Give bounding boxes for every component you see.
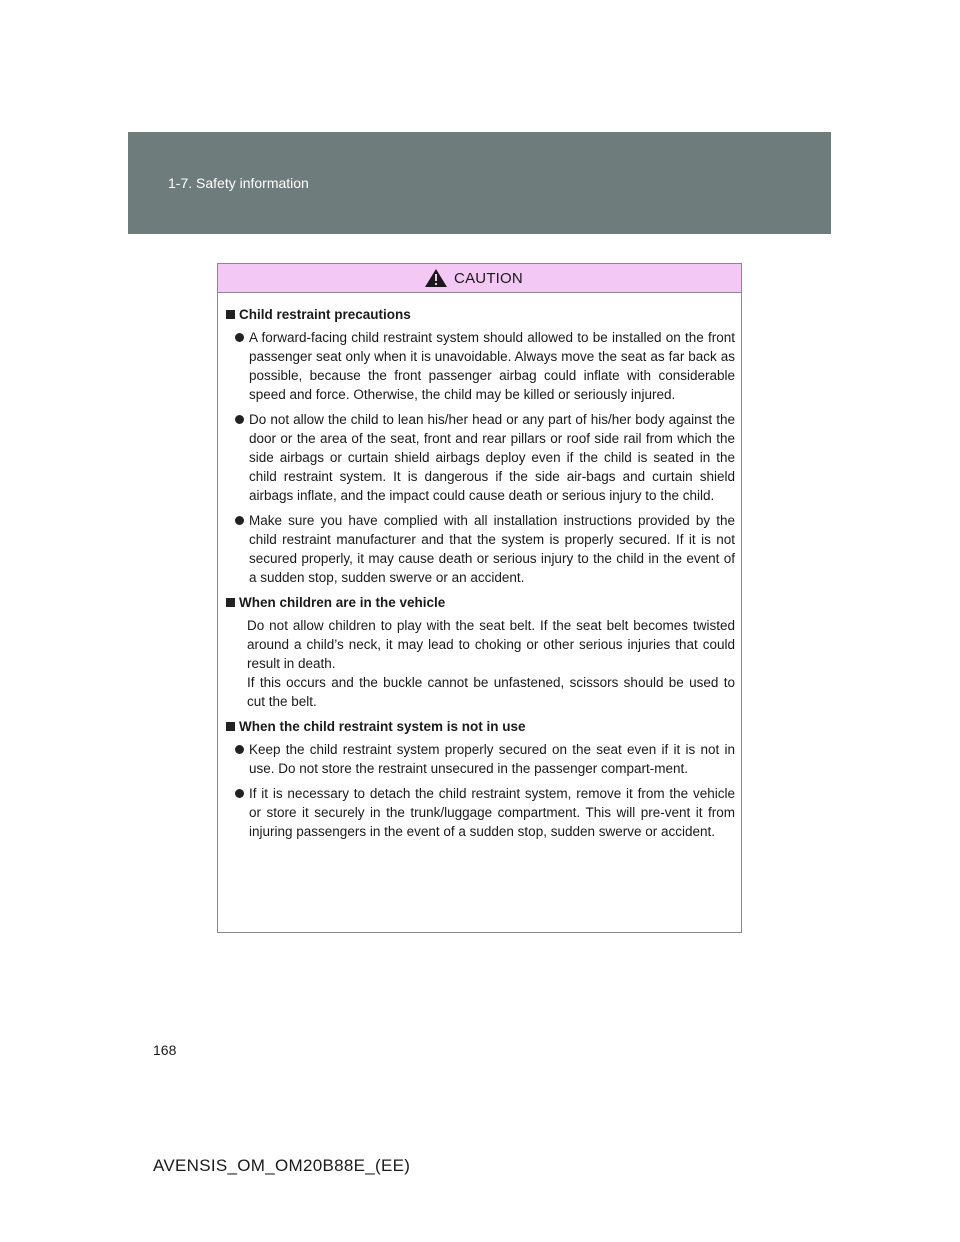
circle-bullet-icon xyxy=(235,789,244,798)
circle-bullet-icon xyxy=(235,333,244,342)
caution-title: CAUTION xyxy=(454,269,523,287)
section-title-text: When the child restraint system is not in use xyxy=(239,719,526,734)
caution-box xyxy=(217,263,742,933)
circle-bullet-icon xyxy=(235,745,244,754)
list-item-text: If it is necessary to detach the child restraint system, remove it from the vehicle or store it securely in the trunk/luggage compartment. This will pre-vent it from injuring passengers in the event of a sudden stop, sudden swerve or accident. xyxy=(249,786,735,839)
paragraph: If this occurs and the buckle cannot be unfastened, scissors should be used to cut the belt. xyxy=(247,675,735,709)
section-heading xyxy=(226,593,735,612)
list-item-text: Keep the child restraint system properly secured on the seat even if it is not in use. Do not store the restraint unsecured in the passenger compart-ment. xyxy=(249,742,735,776)
list-item xyxy=(235,410,735,505)
section-child-restraint-precautions xyxy=(226,305,735,587)
list-item-text: A forward-facing child restraint system should allowed to be installed on the front passenger seat only when it is unavoidable. Always move the seat as far back as possible, because the front passenger airbag could inflate with considerable speed and force. Otherwise, the child may be killed or seriously injured. xyxy=(249,330,735,402)
section-restraint-not-in-use xyxy=(226,717,735,841)
caution-body xyxy=(218,293,741,841)
paragraph: Do not allow children to play with the seat belt. If the seat belt becomes twisted around a child’s neck, it may lead to choking or other serious injuries that could result in death. xyxy=(247,618,735,671)
circle-bullet-icon xyxy=(235,415,244,424)
section-heading xyxy=(226,717,735,736)
section-children-in-vehicle xyxy=(226,593,735,711)
caution-header xyxy=(218,264,741,293)
square-bullet-icon xyxy=(226,310,235,319)
document-code: AVENSIS_OM_OM20B88E_(EE) xyxy=(153,1156,411,1175)
section-title: 1-7. Safety information xyxy=(168,175,309,191)
list-item xyxy=(235,784,735,841)
list-item xyxy=(235,511,735,587)
square-bullet-icon xyxy=(226,598,235,607)
list-item-text: Make sure you have complied with all installation instructions provided by the child restraint manufacturer and that the system is properly secured. If it is not secured properly, it may cause death or serious injury to the child in the event of a sudden stop, sudden swerve or an accident. xyxy=(249,513,735,585)
square-bullet-icon xyxy=(226,722,235,731)
circle-bullet-icon xyxy=(235,516,244,525)
section-heading xyxy=(226,305,735,324)
warning-triangle-icon xyxy=(424,268,448,288)
list-item xyxy=(235,328,735,404)
page-number: 168 xyxy=(153,1042,177,1058)
list-item xyxy=(235,740,735,778)
section-title-text: When children are in the vehicle xyxy=(239,595,446,610)
list-item-text: Do not allow the child to lean his/her head or any part of his/her body against the door or the area of the seat, front and rear pillars or roof side rail from which the side airbags or curtain shield airbags deploy even if the child is seated in the child restraint system. It is dangerous if the side air-bags and curtain shield airbags inflate, and the impact could cause death or serious injury to the child. xyxy=(249,412,735,503)
section-title-text: Child restraint precautions xyxy=(239,307,411,322)
